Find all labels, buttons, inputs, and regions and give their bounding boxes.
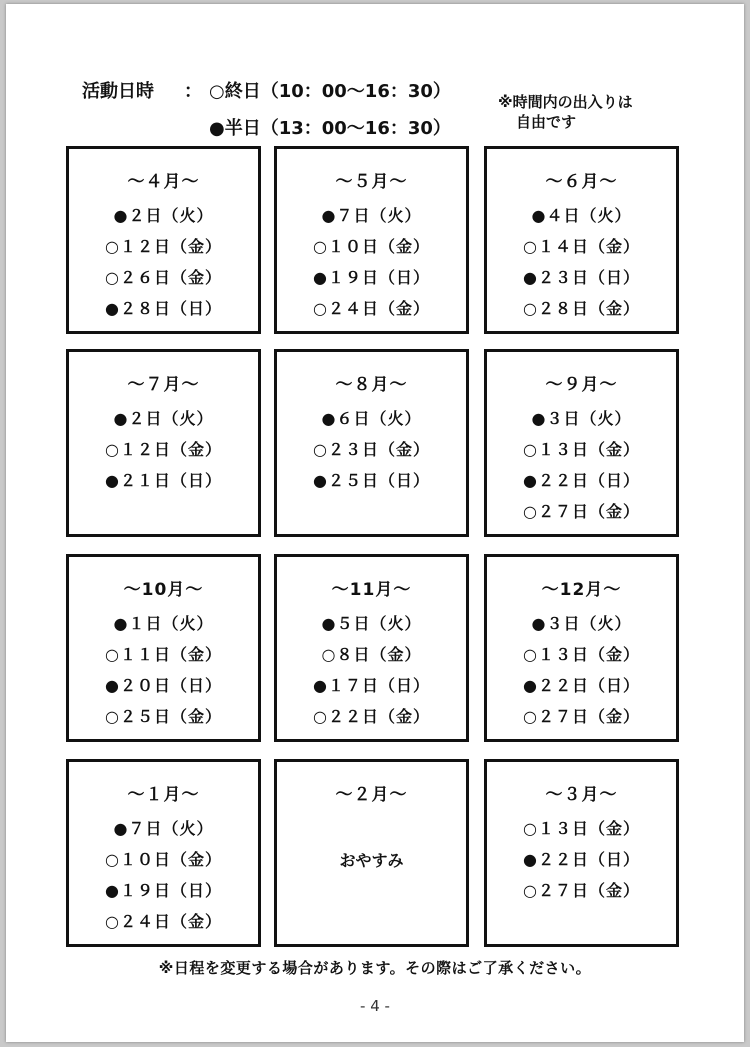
- date-item: ●２３日（日）: [523, 268, 640, 287]
- date-list: [277, 200, 466, 324]
- full-day-hours: ○終日（10：00～16：30）: [209, 81, 451, 102]
- date-item: ○１３日（金）: [523, 819, 640, 838]
- date-item: ●２２日（日）: [523, 471, 640, 490]
- date-list: [487, 608, 676, 732]
- date-item: ○１２日（金）: [105, 237, 222, 256]
- month-title: ～１月～: [127, 785, 200, 805]
- date-list: [69, 403, 258, 496]
- document-page: [6, 4, 744, 1042]
- month-title: ～４月～: [127, 172, 200, 192]
- entry-exit-note-line1: ※時間内の出入りは: [498, 93, 633, 111]
- date-item: ●７日（火）: [321, 206, 422, 225]
- month-box: [66, 554, 261, 742]
- date-item: ○２７日（金）: [523, 502, 640, 521]
- month-title: ～７月～: [127, 375, 200, 395]
- date-item: ●２５日（日）: [313, 471, 430, 490]
- month-box: [274, 349, 469, 537]
- date-list: [69, 200, 258, 324]
- date-list: [69, 608, 258, 732]
- month-box: [484, 759, 679, 947]
- month-box: [484, 146, 679, 334]
- month-title: ～11月～: [331, 580, 412, 600]
- date-item: ○２６日（金）: [105, 268, 222, 287]
- rest-text: おやすみ: [339, 851, 404, 870]
- schedule-change-note: ※日程を変更する場合があります。その際はご了承ください。: [158, 959, 592, 977]
- date-item: ●２日（火）: [113, 206, 214, 225]
- date-item: ●３日（火）: [531, 409, 632, 428]
- date-item: ○１１日（金）: [105, 645, 222, 664]
- month-box: [484, 554, 679, 742]
- schedule-colon: ：: [184, 81, 202, 102]
- month-box: [484, 349, 679, 537]
- month-box: [274, 146, 469, 334]
- date-item: ○１０日（金）: [105, 850, 222, 869]
- date-item: ●１９日（日）: [105, 881, 222, 900]
- date-list: [69, 813, 258, 937]
- month-box: [66, 146, 261, 334]
- date-item: ○８日（金）: [321, 645, 422, 664]
- month-title: ～10月～: [123, 580, 204, 600]
- date-item: ●２８日（日）: [105, 299, 222, 318]
- date-item: ○２８日（金）: [523, 299, 640, 318]
- date-item: ●５日（火）: [321, 614, 422, 633]
- month-title: ～６月～: [545, 172, 618, 192]
- date-item: ●６日（火）: [321, 409, 422, 428]
- month-box: [274, 554, 469, 742]
- date-list: [487, 403, 676, 527]
- date-list: [277, 403, 466, 496]
- date-item: ●３日（火）: [531, 614, 632, 633]
- month-title: ～２月～: [335, 785, 408, 805]
- date-item: ●２１日（日）: [105, 471, 222, 490]
- entry-exit-note: [498, 92, 633, 132]
- date-item: ○１４日（金）: [523, 237, 640, 256]
- month-title: ～３月～: [545, 785, 618, 805]
- month-box: [66, 759, 261, 947]
- date-item: ○１３日（金）: [523, 440, 640, 459]
- date-item: ●７日（火）: [113, 819, 214, 838]
- month-title: ～８月～: [335, 375, 408, 395]
- month-title: ～12月～: [541, 580, 622, 600]
- date-item: ○２７日（金）: [523, 707, 640, 726]
- date-item: ○２２日（金）: [313, 707, 430, 726]
- date-item: ○１２日（金）: [105, 440, 222, 459]
- month-title: ～９月～: [545, 375, 618, 395]
- entry-exit-note-line2: 自由です: [516, 113, 577, 131]
- date-item: ○２４日（金）: [105, 912, 222, 931]
- date-item: ●２２日（日）: [523, 850, 640, 869]
- date-item: ●４日（火）: [531, 206, 632, 225]
- date-list: [487, 813, 676, 906]
- month-box: [274, 759, 469, 947]
- month-title: ～５月～: [335, 172, 408, 192]
- date-item: ○１３日（金）: [523, 645, 640, 664]
- month-grid: [66, 146, 678, 948]
- month-box: [66, 349, 261, 537]
- date-item: ●１９日（日）: [313, 268, 430, 287]
- date-item: ●２日（火）: [113, 409, 214, 428]
- date-item: ○２４日（金）: [313, 299, 430, 318]
- date-item: ●２０日（日）: [105, 676, 222, 695]
- date-list: [277, 608, 466, 732]
- date-item: ○２３日（金）: [313, 440, 430, 459]
- date-item: ○２５日（金）: [105, 707, 222, 726]
- date-item: ●１日（火）: [113, 614, 214, 633]
- schedule-label: 活動日時: [82, 81, 154, 102]
- date-item: ●２２日（日）: [523, 676, 640, 695]
- half-day-hours: ●半日（13：00～16：30）: [209, 118, 451, 139]
- date-item: ○２７日（金）: [523, 881, 640, 900]
- date-item: ○１０日（金）: [313, 237, 430, 256]
- page-number: - 4 -: [360, 997, 390, 1015]
- date-list: [487, 200, 676, 324]
- date-item: ●１７日（日）: [313, 676, 430, 695]
